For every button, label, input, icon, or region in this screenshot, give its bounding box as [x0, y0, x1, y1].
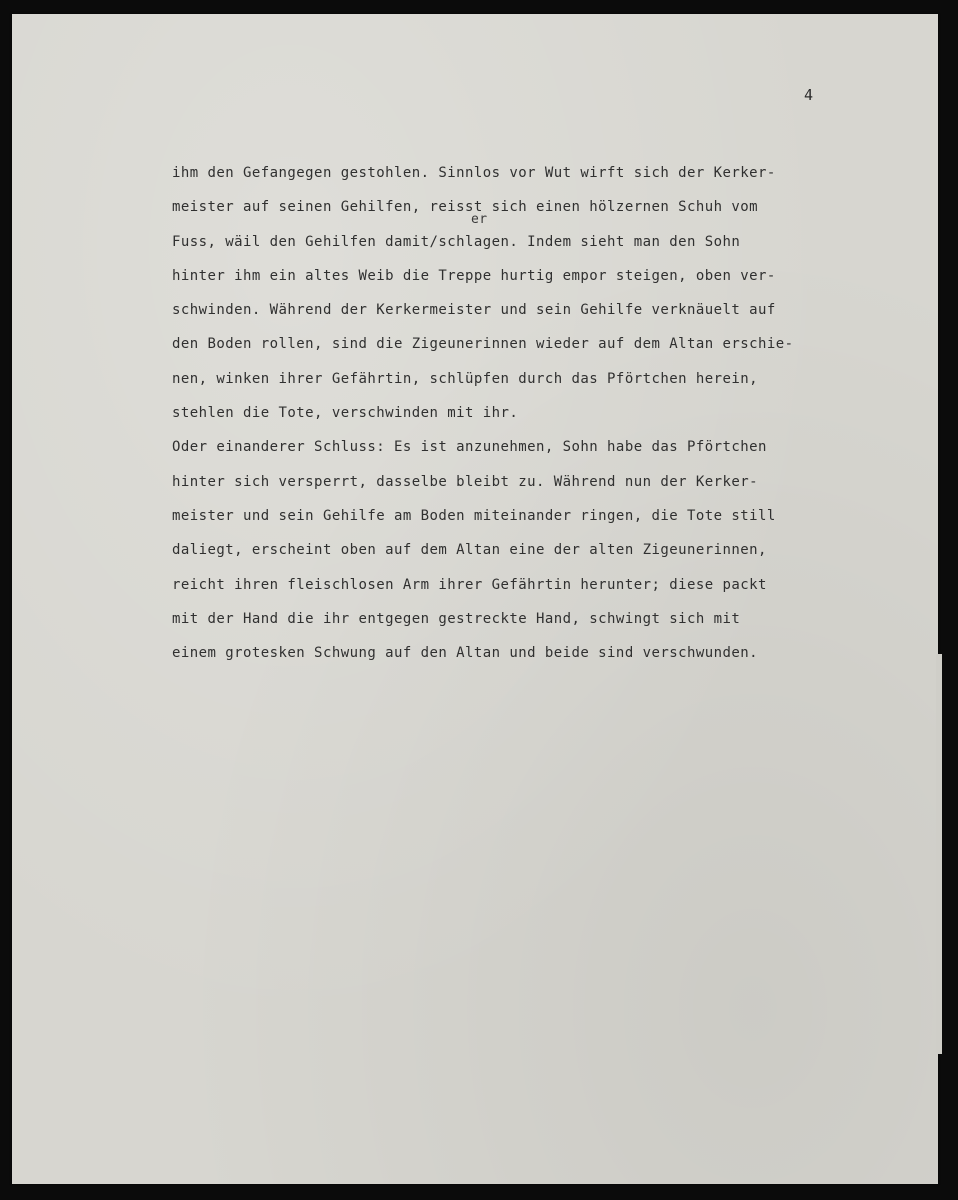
text-line-1: ihm den Gefangegen gestohlen. Sinnlos vor Wut wirft sich der Kerker-	[172, 165, 776, 181]
text-line-5: schwinden. Während der Kerkermeister und sein Gehilfe verknäuelt auf	[172, 302, 776, 319]
text-line-11: meister und sein Gehilfe am Boden miteinander ringen, die Tote still	[172, 507, 776, 524]
text-line-13: reicht ihren fleischlosen Arm ihrer Gefährtin herunter; diese packt	[172, 576, 767, 593]
text-line-12: daliegt, erscheint oben auf dem Altan eine der alten Zigeunerinnen,	[172, 542, 767, 559]
text-line-4: hinter ihm ein altes Weib die Treppe hurtig empor steigen, oben ver-	[172, 267, 776, 284]
text-line-15: einem grotesken Schwung auf den Altan und beide sind verschwunden.	[172, 645, 758, 662]
text-line-3-container	[172, 211, 912, 259]
text-line-6: den Boden rollen, sind die Zigeunerinnen wieder auf dem Altan erschie-	[172, 336, 794, 353]
text-line-9: Oder einanderer Schluss: Es ist anzunehmen, Sohn habe das Pförtchen	[172, 439, 767, 456]
text-line-8: stehlen die Tote, verschwinden mit ihr.	[172, 405, 519, 422]
interlinear-insertion: er	[471, 211, 488, 227]
paper-edge	[936, 654, 942, 1054]
typewritten-text	[172, 156, 912, 670]
text-line-10: hinter sich versperrt, dasselbe bleibt zu. Während nun der Kerker-	[172, 473, 758, 490]
text-line-3: Fuss, wäil den Gehilfen damit/schlagen. Indem sieht man den Sohn	[172, 233, 741, 250]
text-line-7: nen, winken ihrer Gefährtin, schlüpfen durch das Pförtchen herein,	[172, 370, 758, 387]
text-line-2: meister auf seinen Gehilfen, reisst sich einen hölzernen Schuh vom	[172, 199, 758, 216]
text-line-14: mit der Hand die ihr entgegen gestreckte Hand, schwingt sich mit	[172, 610, 741, 627]
paper-sheet	[12, 14, 938, 1184]
page-number: 4	[804, 86, 814, 104]
